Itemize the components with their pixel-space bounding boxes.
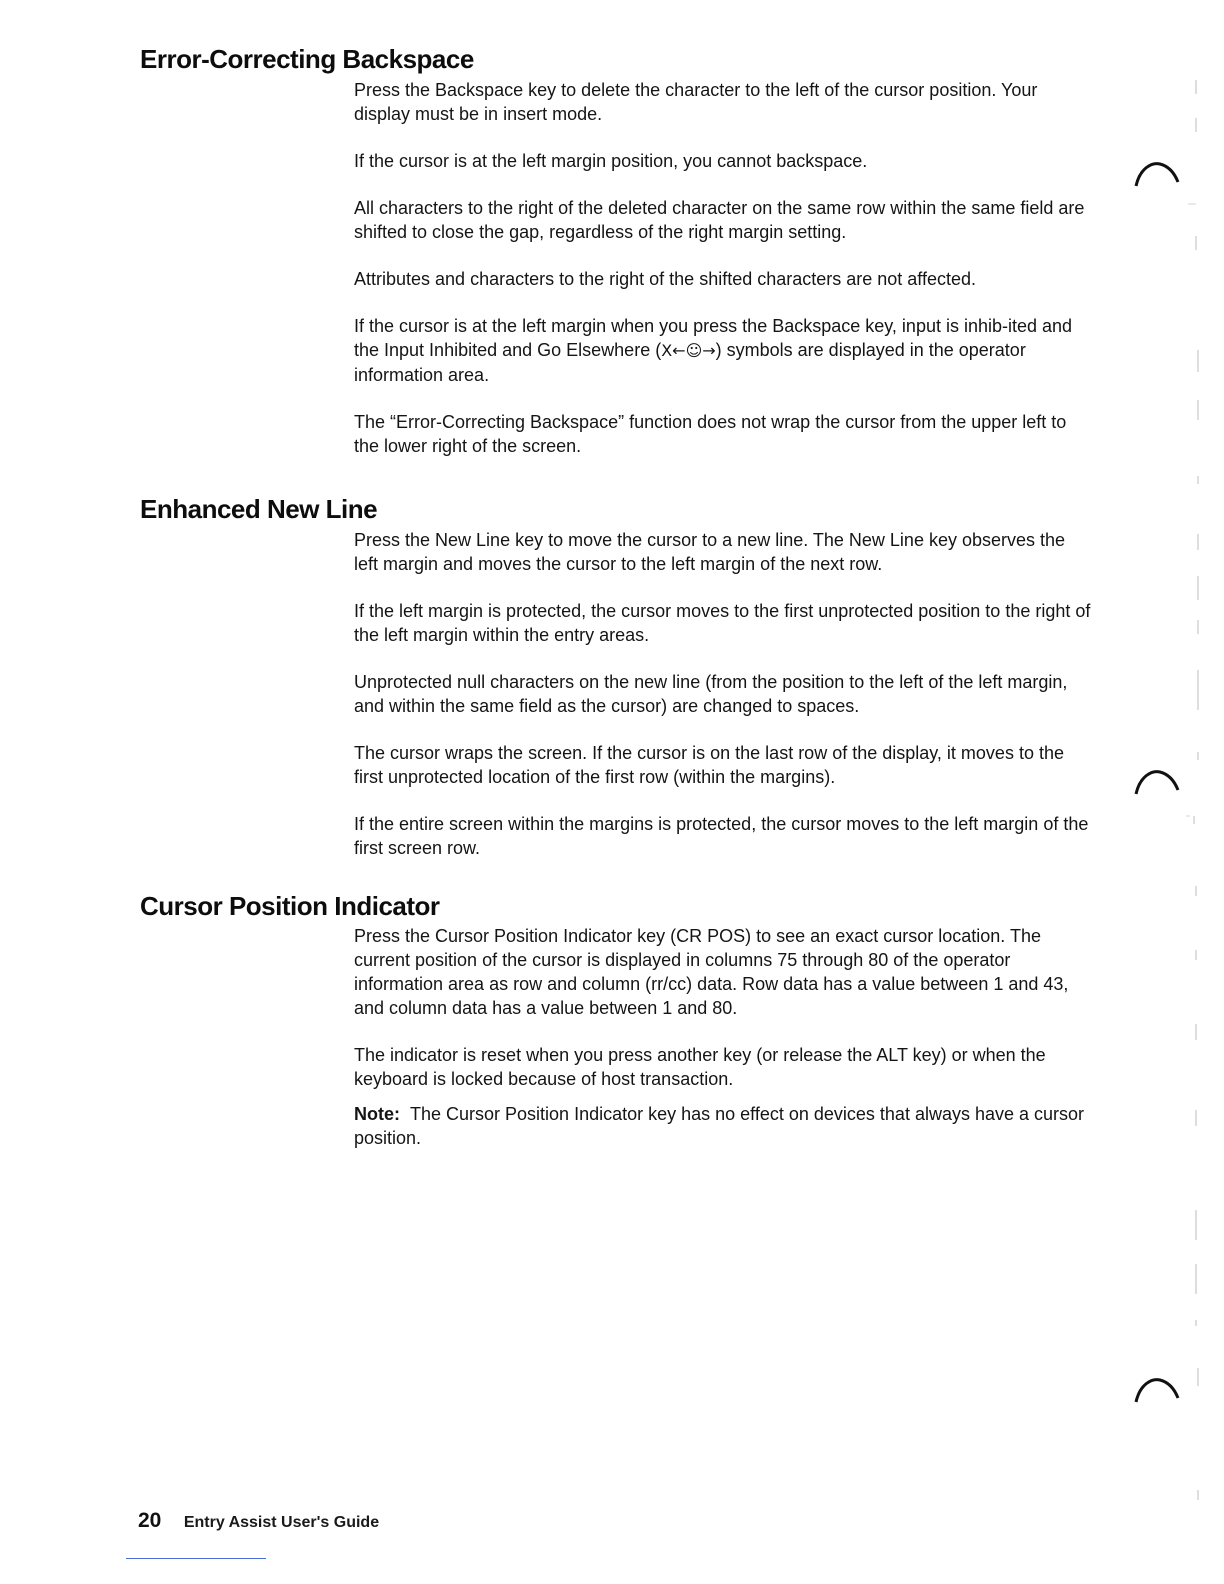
section-body-error-correcting-backspace (354, 78, 1094, 481)
page-footer (138, 1509, 379, 1533)
document-title: Entry Assist User's Guide (183, 1514, 380, 1531)
binder-ring-icon (1132, 1374, 1182, 1404)
note-label: Note: (354, 1104, 400, 1124)
paragraph: All characters to the right of the deleted character on the same row within the same field are shifted to close the gap, regardless of the right margin setting. (354, 198, 1085, 242)
paragraph: If the cursor is at the left margin position, you cannot backspace. (354, 151, 868, 171)
page-number: 20 (138, 1509, 162, 1532)
section-heading-error-correcting-backspace: Error-Correcting Backspace (140, 44, 474, 74)
section-heading-cursor-position-indicator: Cursor Position Indicator (140, 891, 440, 921)
paragraph-text: ) symbols are displayed in the operator information area. (354, 340, 1026, 385)
input-inhibited-go-elsewhere-symbol: X←☺→ (661, 341, 716, 360)
paragraph: Unprotected null characters on the new line (from the position to the left of the left margin, and within the same field as the cursor) are changed to spaces. (354, 672, 1068, 716)
footer-rule (126, 1558, 266, 1559)
binder-ring-icon (1132, 766, 1182, 796)
paragraph: If the left margin is protected, the cursor moves to the first unprotected position to the right of the left margin within the entry areas. (354, 601, 1091, 645)
paragraph: If the entire screen within the margins is protected, the cursor moves to the left margin of the first screen row. (354, 814, 1089, 858)
section-heading-enhanced-new-line: Enhanced New Line (140, 494, 378, 524)
paragraph-text: If the cursor is at the left margin when you press the Backspace key, input is inhib-ited and the Input Inhibited and Go Elsewhere ( (354, 316, 1073, 360)
section-body-cursor-position-indicator (354, 924, 1094, 1173)
note-text: The Cursor Position Indicator key has no effect on devices that always have a cursor position. (354, 1104, 1085, 1148)
paragraph-input-inhibited (354, 314, 1094, 387)
paragraph: Press the Cursor Position Indicator key (CR POS) to see an exact cursor location. The current position of the cursor is displayed in columns 75 through 80 of the operator information area as row and column (rr/cc) data. Row data has a value between 1 and 43, and column data has a value between 1 and 80. (354, 926, 1069, 1018)
paragraph: Press the Backspace key to delete the character to the left of the cursor position. Your display must be in insert mode. (354, 80, 1038, 124)
binder-ring-icon (1132, 158, 1182, 188)
paragraph: Press the New Line key to move the cursor to a new line. The New Line key observes the left margin and moves the cursor to the left margin of the next row. (354, 530, 1066, 574)
note (354, 1102, 1094, 1150)
paragraph: The “Error-Correcting Backspace” function does not wrap the cursor from the upper left to the lower right of the screen. (354, 412, 1067, 456)
paragraph: The cursor wraps the screen. If the cursor is on the last row of the display, it moves to the first unprotected location of the first row (within the margins). (354, 743, 1064, 787)
paragraph: The indicator is reset when you press another key (or release the ALT key) or when the keyboard is locked because of host transaction. (354, 1045, 1046, 1089)
section-body-enhanced-new-line (354, 528, 1094, 883)
paragraph: Attributes and characters to the right of the shifted characters are not affected. (354, 269, 977, 289)
scan-edge-marks (1186, 60, 1206, 1540)
